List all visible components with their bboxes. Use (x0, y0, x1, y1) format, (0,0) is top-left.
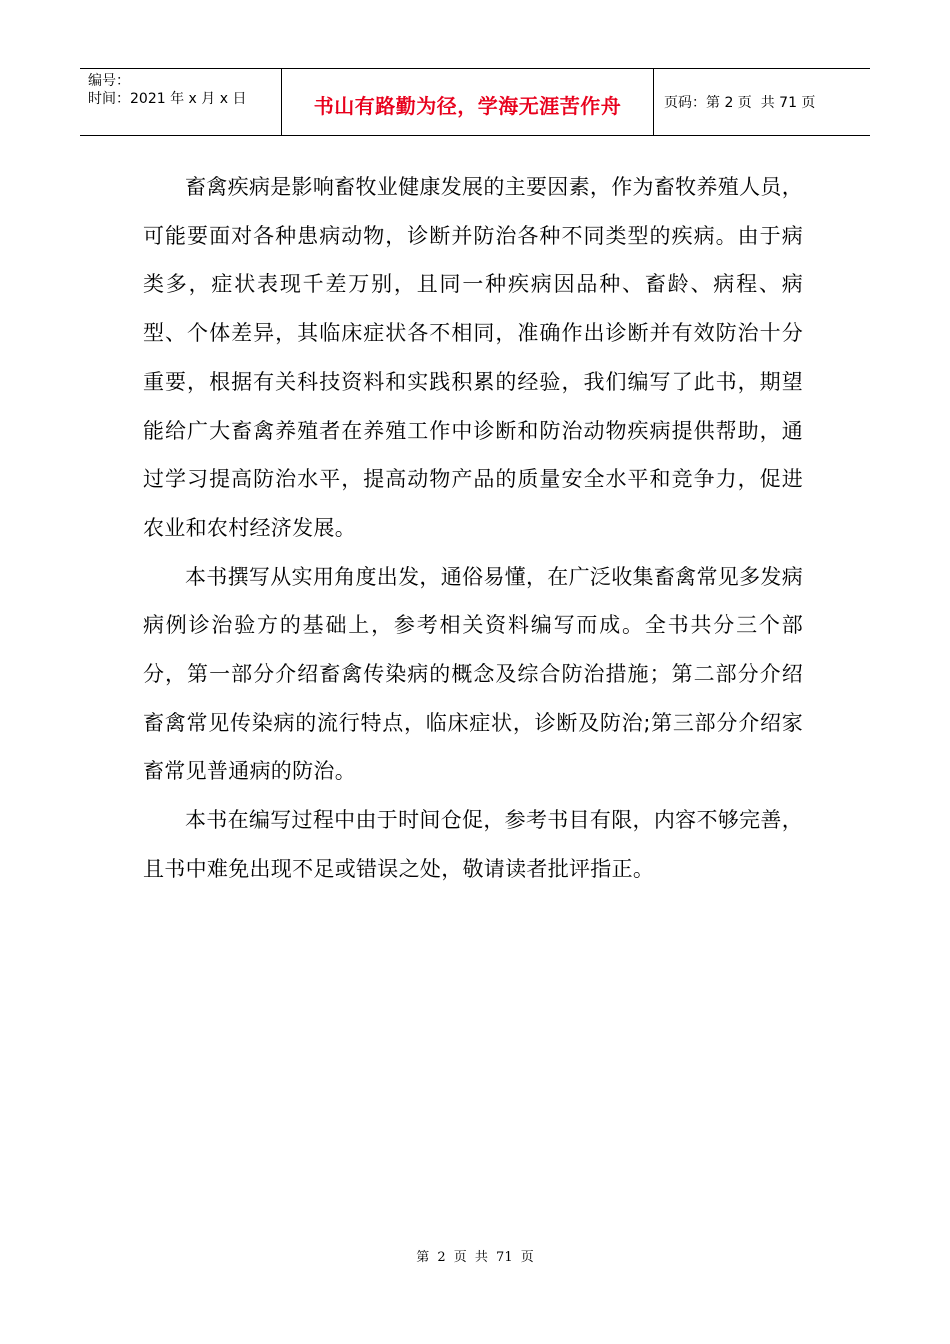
document-date-label: 时间：2021 年 x 月 x 日 (88, 91, 247, 107)
document-body (143, 163, 803, 894)
document-number-label: 编号： (88, 73, 130, 89)
body-paragraph: 本书撰写从实用角度出发，通俗易懂，在广泛收集畜禽常见多发病病例诊治验方的基础上，参考相关资料编写而成。全书共分三个部分，第一部分介绍畜禽传染病的概念及综合防治措施；第二部分介绍畜禽常见传染病的流行特点，临床症状，诊断及防治;第三部分介绍家畜常见普通病的防治。 (143, 564, 803, 784)
body-paragraph: 畜禽疾病是影响畜牧业健康发展的主要因素，作为畜牧养殖人员，可能要面对各种患病动物，诊断并防治各种不同类型的疾病。由于病类多，症状表现千差万别，且同一种疾病因品种、畜龄、病程、病型、个体差异，其临床症状各不相同，准确作出诊断并有效防治十分重要，根据有关科技资料和实践积累的经验，我们编写了此书，期望能给广大畜禽养殖者在养殖工作中诊断和防治动物疾病提供帮助，通过学习提高防治水平，提高动物产品的质量安全水平和竞争力，促进农业和农村经济发展。 (143, 175, 803, 540)
page-header (80, 68, 870, 136)
header-motto-cell (282, 69, 654, 135)
header-page-cell (654, 69, 870, 135)
header-meta-cell (80, 69, 282, 135)
body-paragraph: 本书在编写过程中由于时间仓促，参考书目有限，内容不够完善，且书中难免出现不足或错误之处，敬请读者批评指正。 (143, 808, 803, 881)
header-page-info: 页码：第 2 页 共 71 页 (664, 95, 816, 111)
page-footer: 第 2 页 共 71 页 (416, 1250, 534, 1265)
header-motto: 书山有路勤为径，学海无涯苦作舟 (313, 93, 622, 118)
